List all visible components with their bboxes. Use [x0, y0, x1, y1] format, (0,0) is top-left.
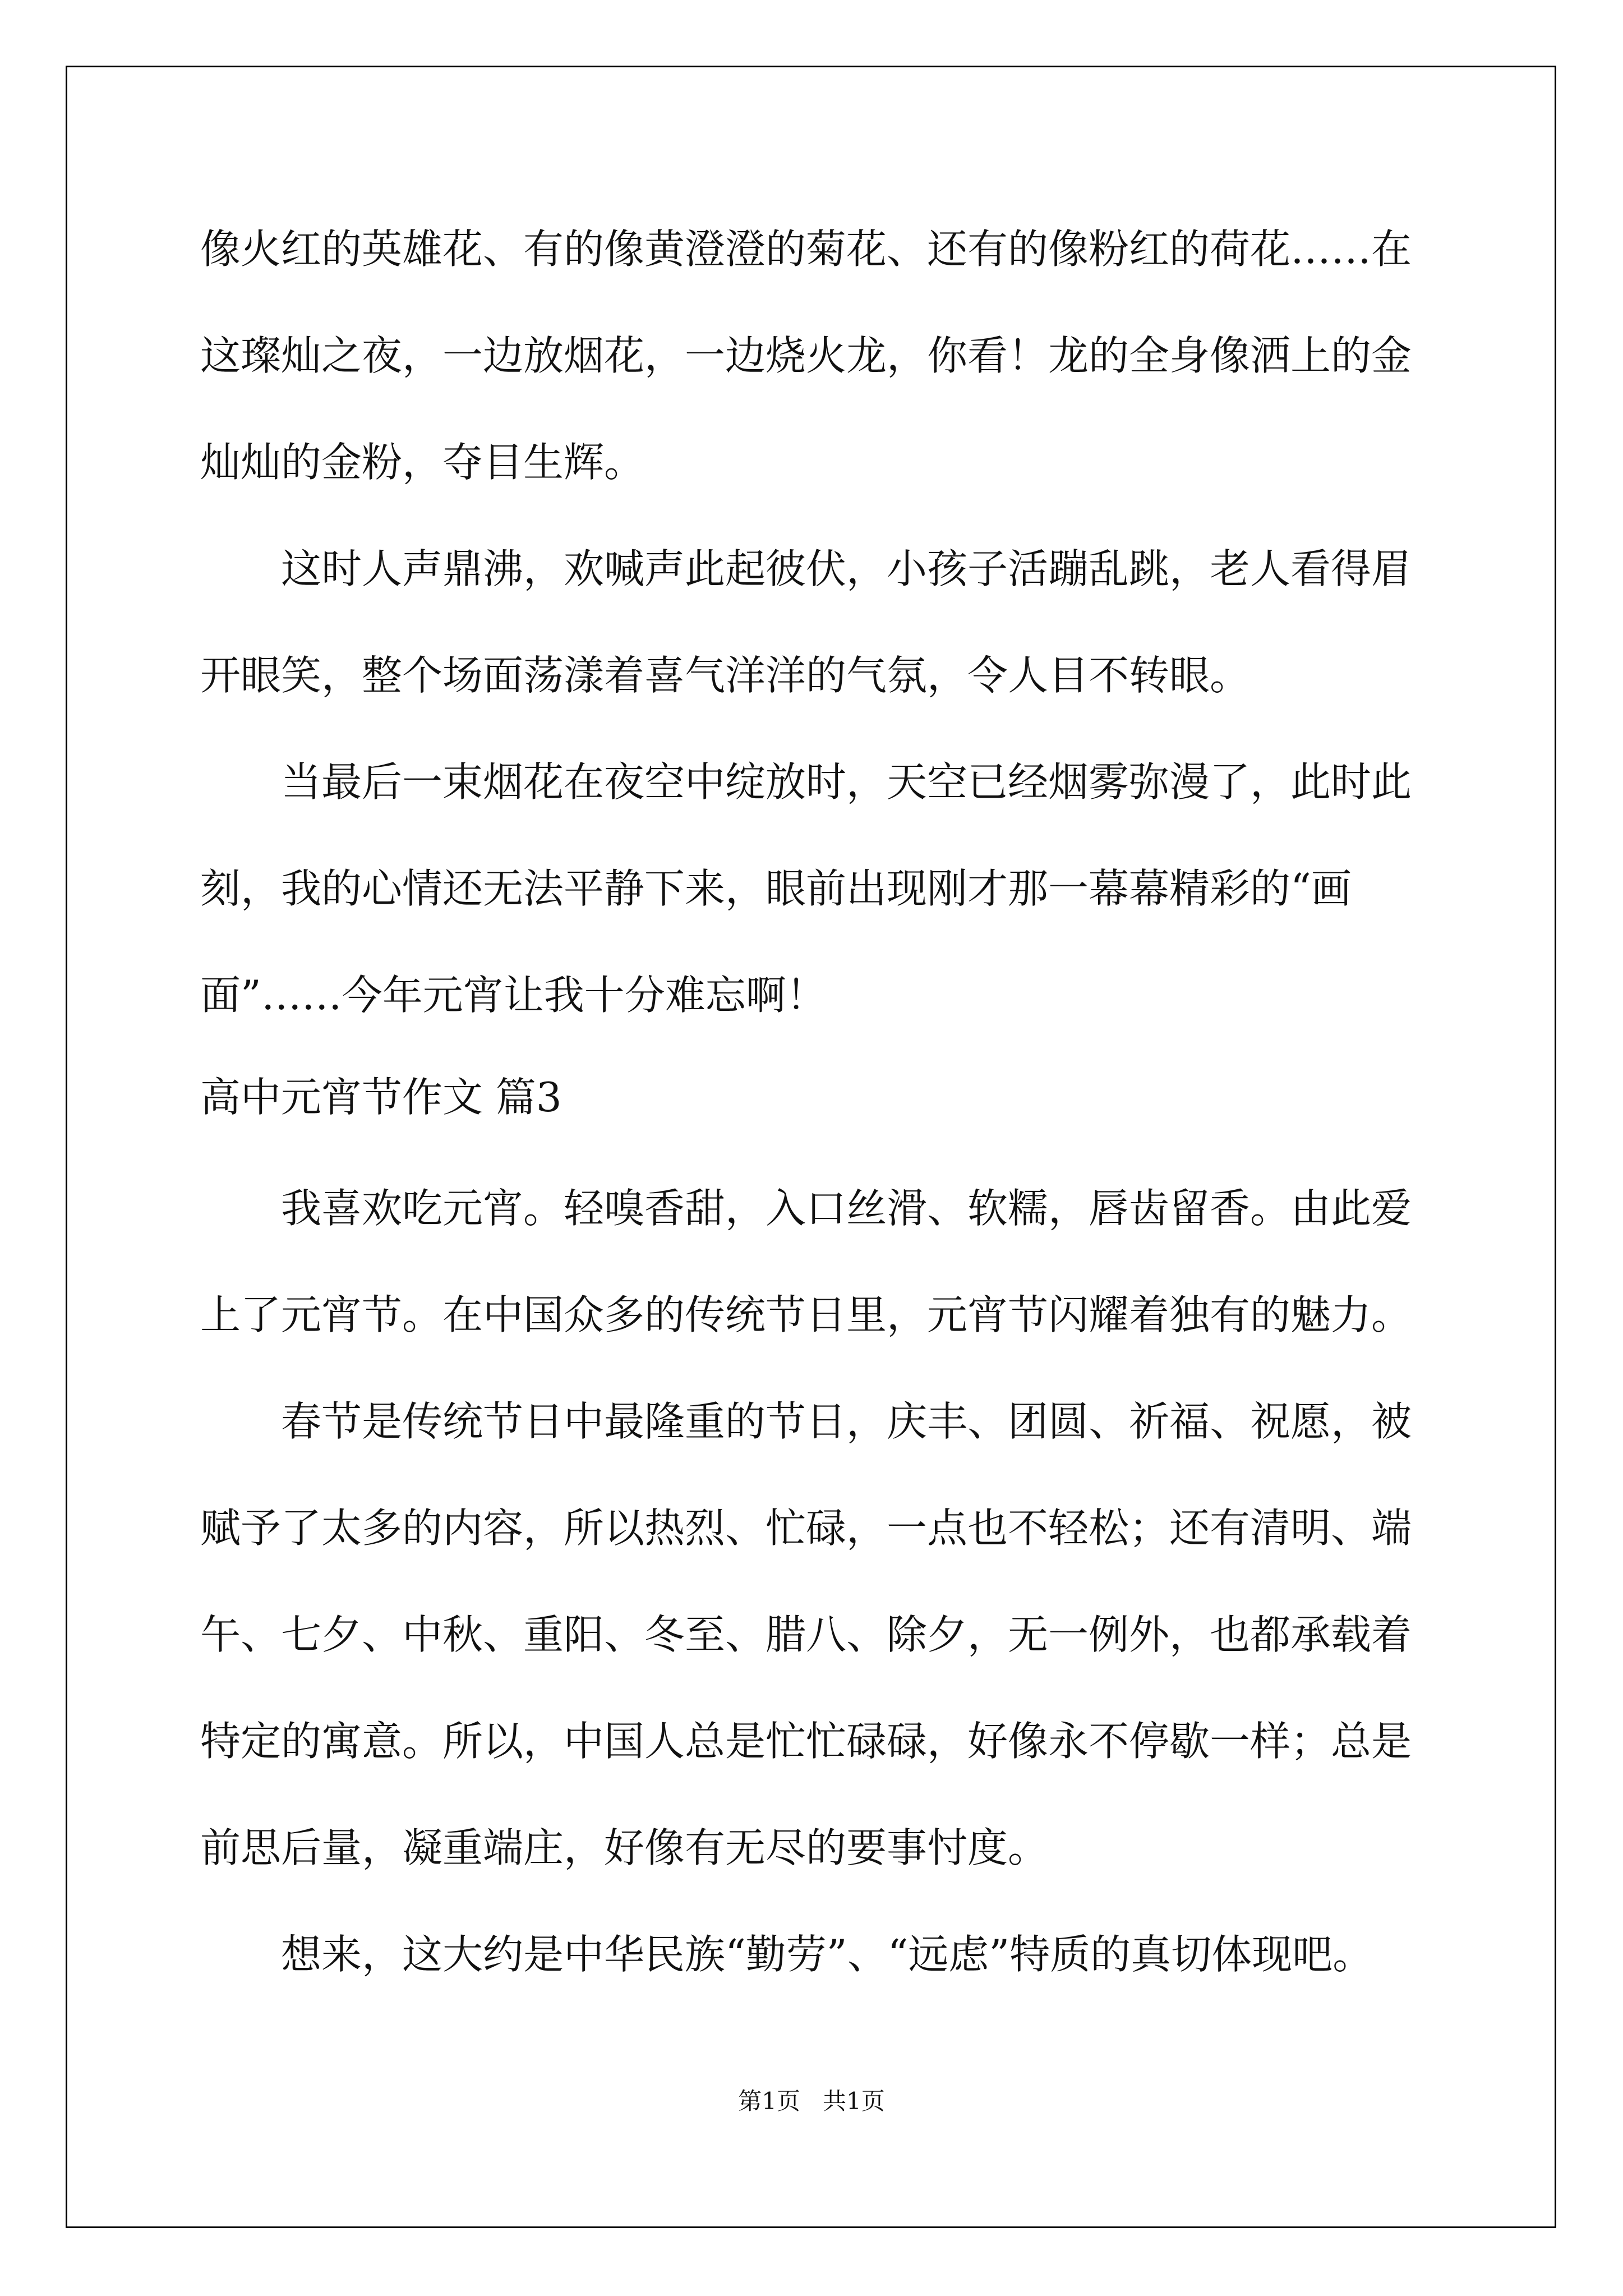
- text-line: 上了元宵节。在中国众多的传统节日里，元宵节闪耀着独有的魅力。: [200, 1291, 1412, 1338]
- text-line: 像火红的英雄花、有的像黄澄澄的菊花、还有的像粉红的荷花……在: [200, 226, 1412, 273]
- text-line: 午、七夕、中秋、重阳、冬至、腊八、除夕，无一例外，也都承载着: [200, 1611, 1412, 1658]
- text-line: 面”……今年元宵让我十分难忘啊！: [200, 972, 827, 1019]
- text-line: 赋予了太多的内容，所以热烈、忙碌，一点也不轻松；还有清明、端: [200, 1504, 1412, 1552]
- text-line: 灿灿的金粉，夺目生辉。: [200, 439, 645, 486]
- page-footer: 第1页 共1页: [738, 2087, 885, 2115]
- text-line: 开眼笑，整个场面荡漾着喜气洋洋的气氛，令人目不转眼。: [200, 652, 1251, 699]
- paragraph-first-line: 我喜欢吃元宵。轻嗅香甜，入口丝滑、软糯，唇齿留香。由此爱: [281, 1185, 1412, 1232]
- page-border: [66, 66, 1556, 2228]
- text-line: 这璨灿之夜，一边放烟花，一边烧火龙，你看！龙的全身像洒上的金: [200, 332, 1412, 379]
- text-line: 特定的寓意。所以，中国人总是忙忙碌碌，好像永不停歇一样；总是: [200, 1718, 1412, 1765]
- paragraph-first-line: 想来，这大约是中华民族“勤劳”、“远虑”特质的真切体现吧。: [281, 1931, 1373, 1978]
- paragraph-first-line: 当最后一束烟花在夜空中绽放时，天空已经烟雾弥漫了，此时此: [281, 758, 1412, 806]
- section-heading: 高中元宵节作文 篇3: [200, 1074, 562, 1121]
- paragraph-first-line: 这时人声鼎沸，欢喊声此起彼伏，小孩子活蹦乱跳，老人看得眉: [281, 545, 1412, 592]
- text-line: 前思后量，凝重端庄，好像有无尽的要事忖度。: [200, 1824, 1049, 1871]
- text-line: 刻，我的心情还无法平静下来，眼前出现刚才那一幕幕精彩的“画: [200, 865, 1352, 912]
- paragraph-first-line: 春节是传统节日中最隆重的节日，庆丰、团圆、祈福、祝愿，被: [281, 1398, 1412, 1445]
